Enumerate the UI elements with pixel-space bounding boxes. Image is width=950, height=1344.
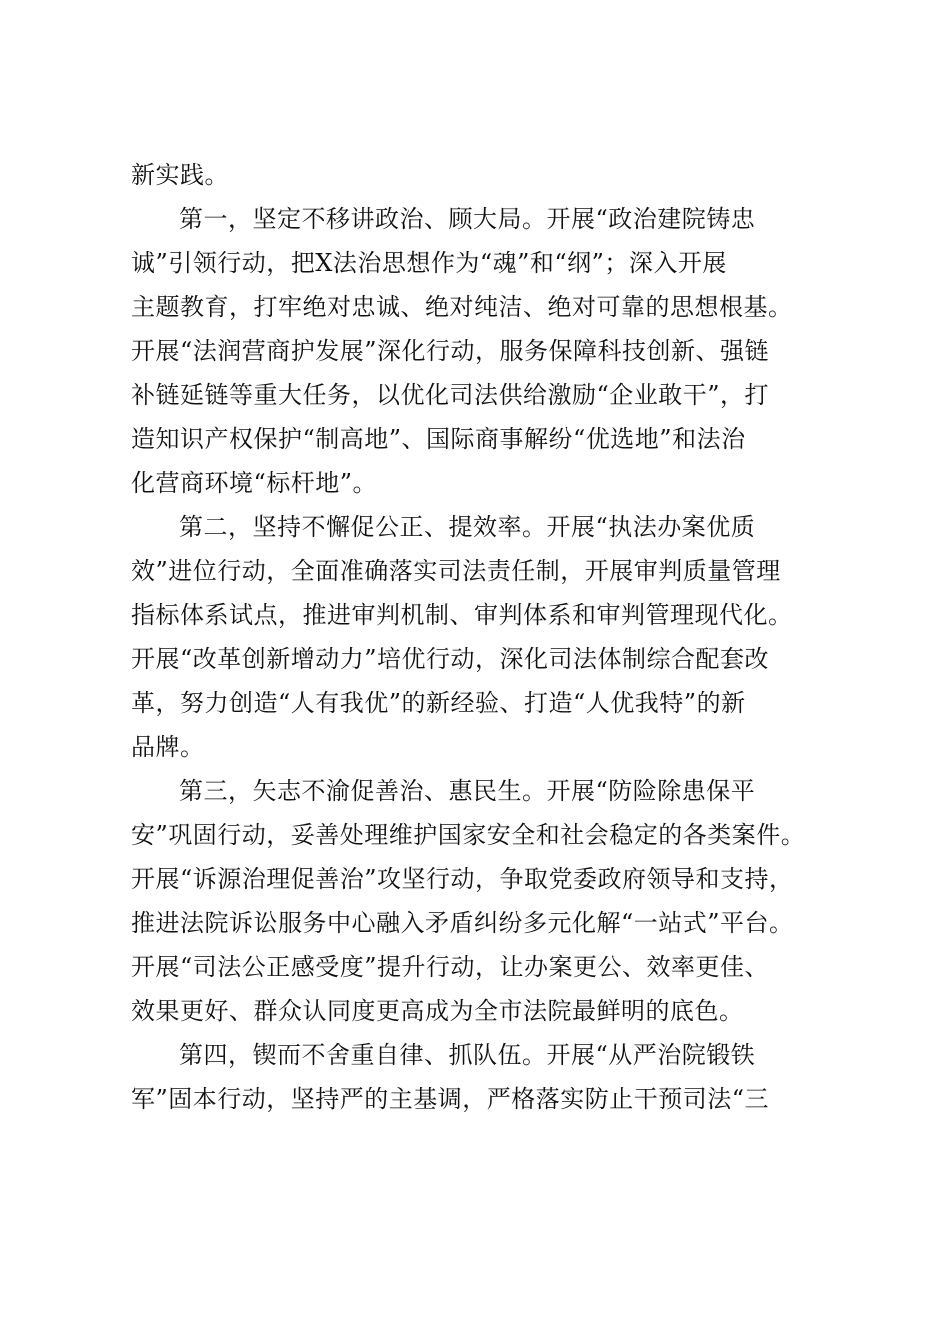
text-line: 补链延链等重大任务，以优化司法供给激励“企业敢干”，打 <box>131 381 770 409</box>
text-line: 主题教育，打牢绝对忠诚、绝对纯洁、绝对可靠的思想根基。 <box>131 293 793 321</box>
text-line: 指标体系试点，推进审判机制、审判体系和审判管理现代化。 <box>131 601 793 629</box>
text-line: 化营商环境“标杆地”。 <box>131 469 378 497</box>
text-line: 革，努力创造“人有我优”的新经验、打造“人优我特”的新 <box>131 689 746 717</box>
text-line: 效”进位行动，全面准确落实司法责任制，开展审判质量管理 <box>131 557 781 585</box>
text-line: 效果更好、群众认同度更高成为全市法院最鲜明的底色。 <box>131 997 744 1025</box>
text-line: 品牌。 <box>131 733 205 761</box>
body-text <box>131 153 831 1121</box>
paragraph-first-line: 第四，锲而不舍重自律、抓队伍。开展“从严治院锻铁 <box>179 1041 756 1069</box>
paragraph-first-line: 第三，矢志不渝促善治、惠民生。开展“防险除患保平 <box>179 777 756 805</box>
text-line: 开展“改革创新增动力”培优行动，深化司法体制综合配套改 <box>131 645 770 673</box>
text-line: 安”巩固行动，妥善处理维护国家安全和社会稳定的各类案件。 <box>131 821 806 849</box>
text-line: 新实践。 <box>131 161 229 189</box>
text-line: 造知识产权保护“制高地”、国际商事解纷“优选地”和法治 <box>131 425 746 453</box>
text-line: 开展“诉源治理促善治”攻坚行动，争取党委政府领导和支持， <box>131 865 794 893</box>
text-line: 开展“司法公正感受度”提升行动，让办案更公、效率更佳、 <box>131 953 770 981</box>
paragraph-first-line: 第一，坚定不移讲政治、顾大局。开展“政治建院铸忠 <box>179 205 756 233</box>
text-line: 开展“法润营商护发展”深化行动，服务保障科技创新、强链 <box>131 337 770 365</box>
text-line: 军”固本行动，坚持严的主基调，严格落实防止干预司法“三 <box>131 1085 770 1113</box>
text-line: 诚”引领行动，把X法治思想作为“魂”和“纲”；深入开展 <box>131 249 727 277</box>
text-line: 推进法院诉讼服务中心融入矛盾纠纷多元化解“一站式”平台。 <box>131 909 794 937</box>
paragraph-first-line: 第二，坚持不懈促公正、提效率。开展“执法办案优质 <box>179 513 756 541</box>
